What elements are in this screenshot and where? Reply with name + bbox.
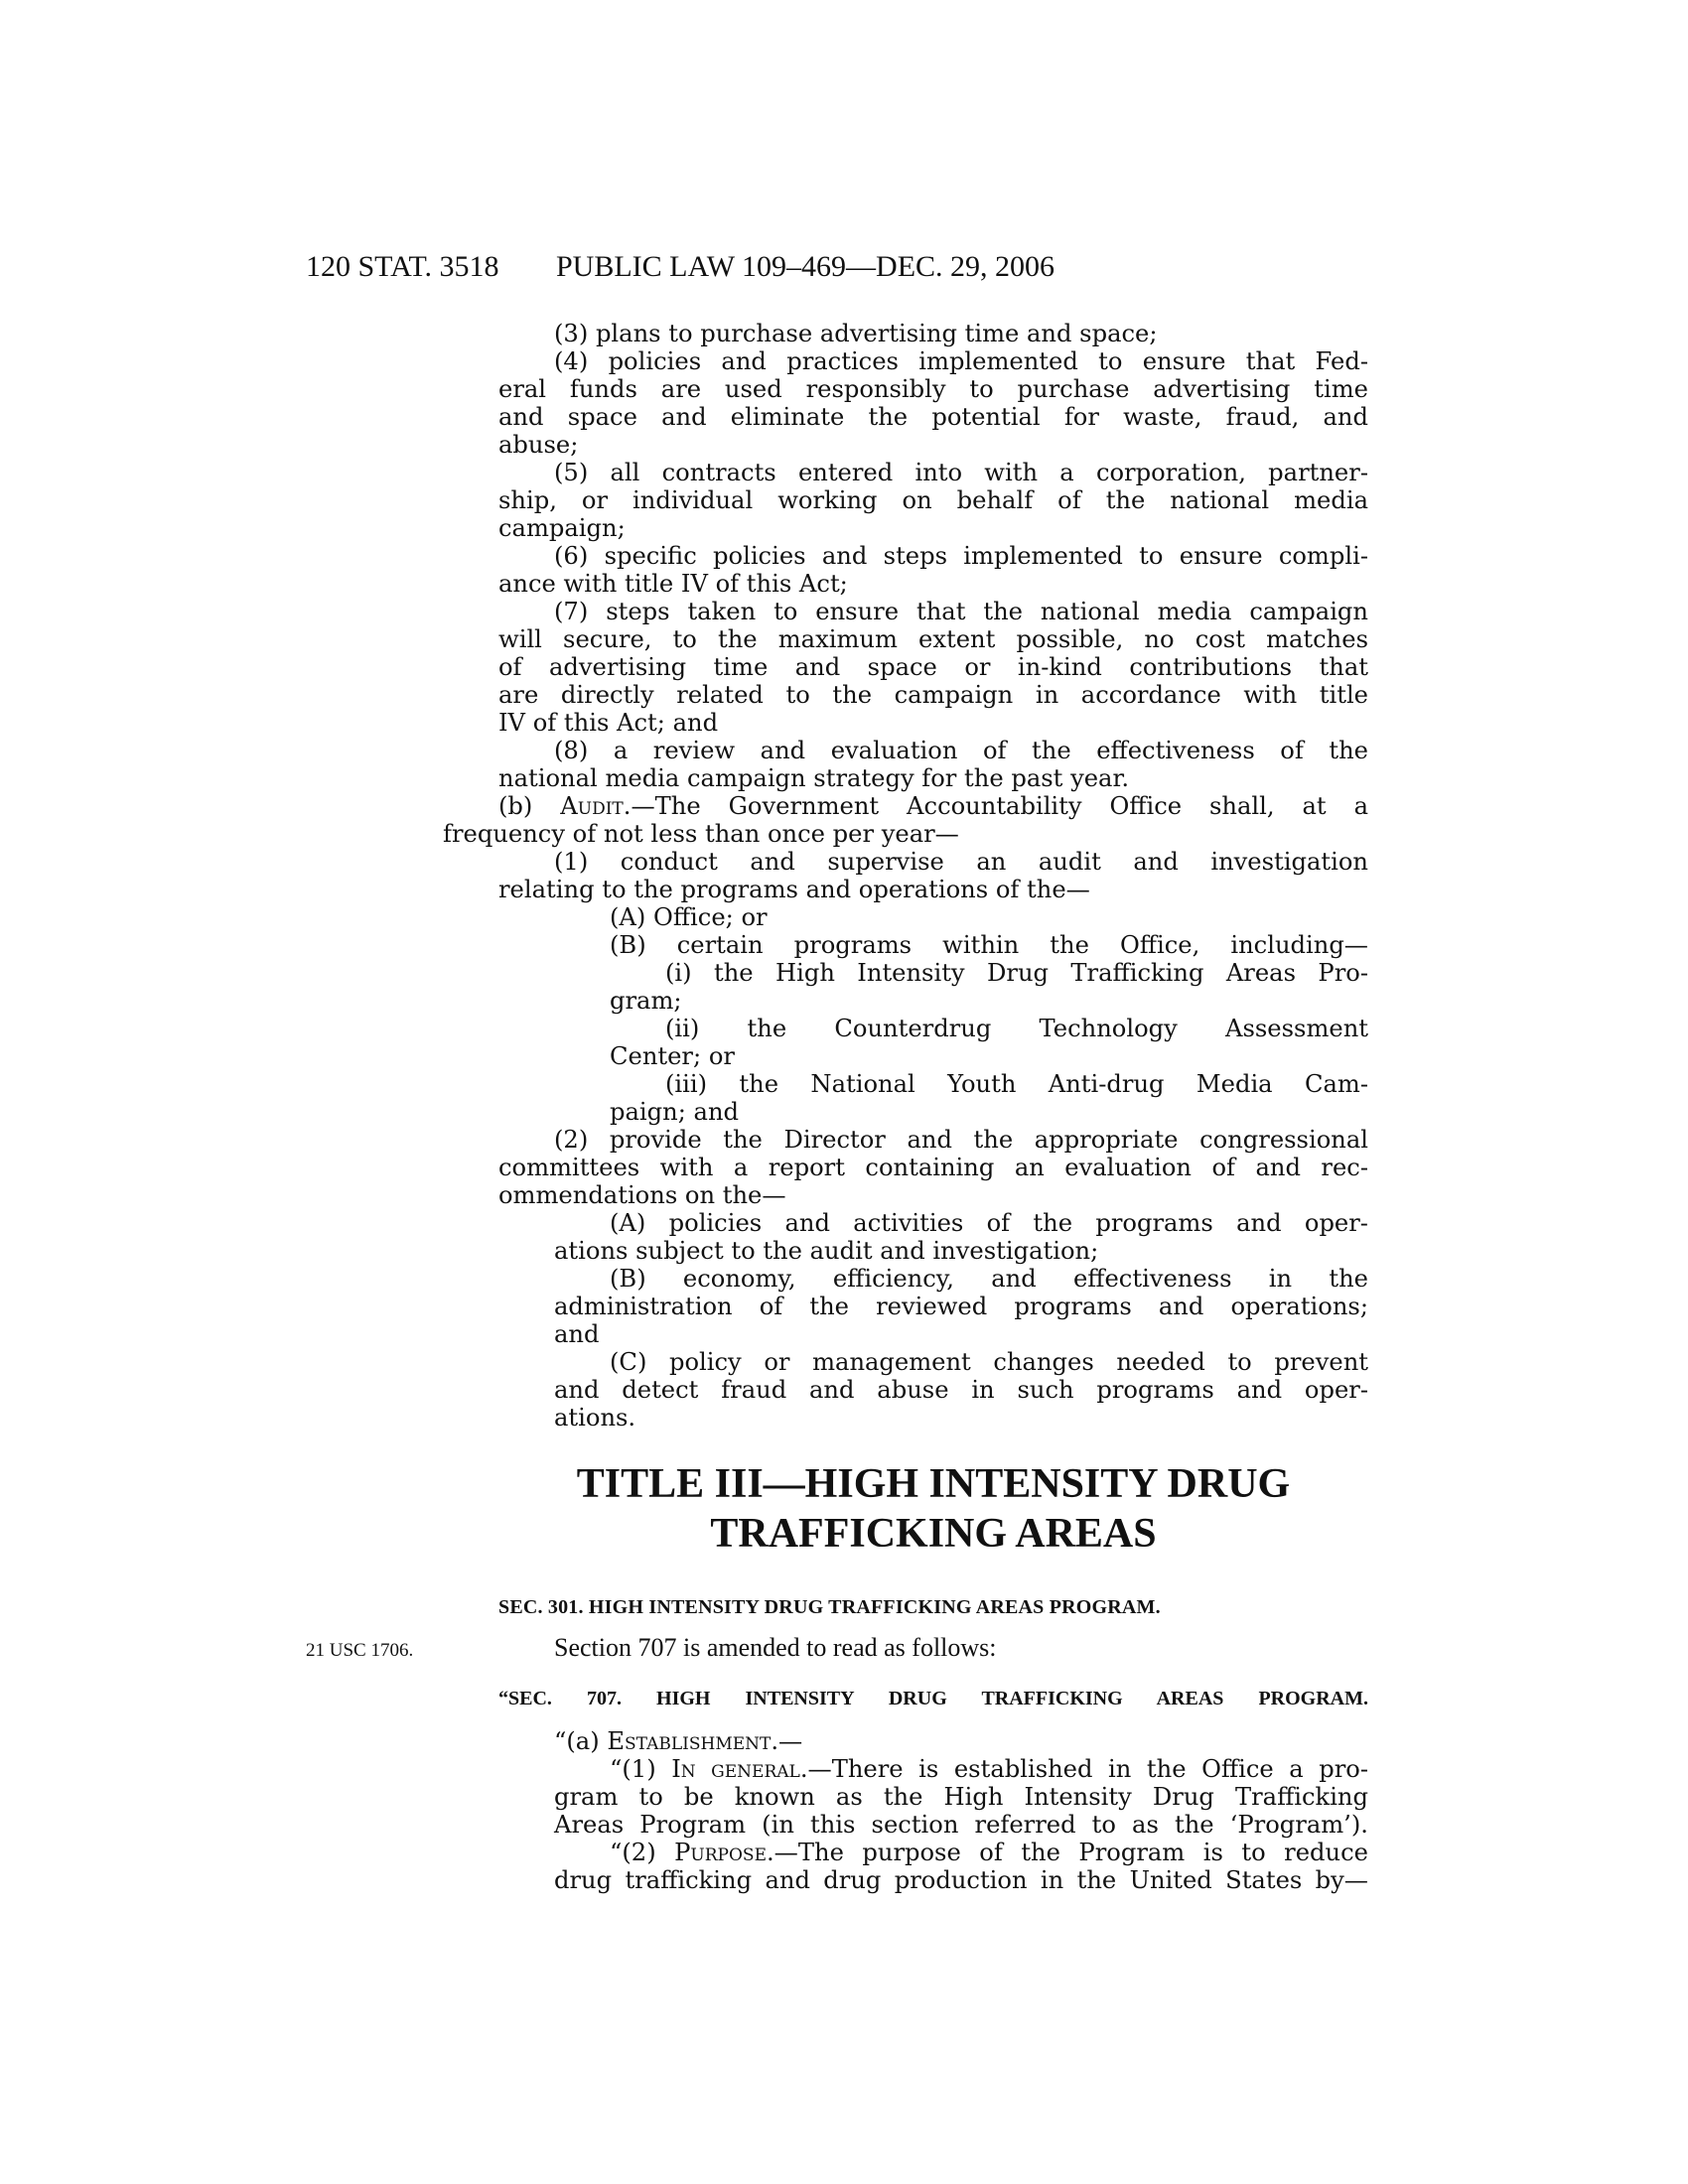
purpose-line (498, 1839, 1368, 1866)
section-301-heading: SEC. 301. HIGH INTENSITY DRUG TRAFFICKING AREAS PROGRAM. (498, 1596, 1161, 1618)
text-line: ations subject to the audit and investigation; (554, 1237, 1099, 1265)
text-line: (B) economy, efficiency, and effectiveness in the (610, 1265, 1368, 1293)
text-line: (8) a review and evaluation of the effectiveness of the (554, 737, 1368, 764)
text-line: national media campaign strategy for the past year. (498, 764, 1130, 792)
section-body-text (443, 320, 1368, 1432)
text-line: gram to be known as the High Intensity Drug Trafficking (554, 1783, 1368, 1811)
audit-line (498, 792, 1368, 820)
text-line: and space and eliminate the potential for waste, fraud, and (498, 403, 1368, 431)
text-run: .— (771, 1727, 803, 1755)
text-run: “(1) (610, 1755, 672, 1783)
text-line: and detect fraud and abuse in such programs and oper- (554, 1376, 1368, 1404)
text-line: (1) conduct and supervise an audit and investigation (554, 848, 1368, 876)
text-line: Center; or (610, 1042, 735, 1070)
text-line: (5) all contracts entered into with a corporation, partner- (554, 459, 1368, 486)
purpose-label: Purpose (674, 1839, 767, 1866)
title-line: TITLE III—HIGH INTENSITY DRUG (576, 1461, 1291, 1507)
text-line: ance with title IV of this Act; (498, 570, 848, 598)
text-line: will secure, to the maximum extent possible, no cost matches (498, 625, 1368, 653)
audit-rest: .—The Government Accountability Office shall, at a (623, 792, 1368, 820)
title-line: TRAFFICKING AREAS (710, 1511, 1157, 1557)
establishment-label: Establishment (607, 1727, 772, 1755)
text-run: “(a) (554, 1727, 608, 1755)
text-line: (A) policies and activities of the programs and oper- (610, 1209, 1368, 1237)
text-line: drug trafficking and drug production in the United States by— (554, 1866, 1368, 1894)
text-line: ommendations on the— (498, 1181, 786, 1209)
text-line: IV of this Act; and (498, 709, 719, 737)
text-line: abuse; (498, 431, 579, 459)
text-line: gram; (610, 987, 682, 1015)
text-line: (ii) the Counterdrug Technology Assessment (665, 1015, 1368, 1042)
amendment-text: Section 707 is amended to read as follows: (554, 1633, 997, 1662)
text-line: paign; and (610, 1098, 740, 1126)
text-line: (iii) the National Youth Anti-drug Media Cam- (665, 1070, 1368, 1098)
text-line: ship, or individual working on behalf of the national media (498, 486, 1368, 514)
audit-label: Audit (560, 792, 624, 820)
text-line: relating to the programs and operations of the— (498, 876, 1090, 903)
establishment-line (498, 1727, 1368, 1755)
text-line: (i) the High Intensity Drug Trafficking Areas Pro- (665, 959, 1368, 987)
margin-citation: 21 USC 1706. (306, 1640, 414, 1661)
title-heading (498, 1459, 1368, 1559)
text-line: eral funds are used responsibly to purchase advertising time (498, 375, 1368, 403)
text-line: of advertising time and space or in-kind contributions that (498, 653, 1368, 681)
section-707-heading: “SEC. 707. HIGH INTENSITY DRUG TRAFFICKING AREAS PROGRAM. (498, 1688, 1368, 1709)
text-line: (B) certain programs within the Office, including— (610, 931, 1368, 959)
text-line: administration of the reviewed programs and operations; (554, 1293, 1368, 1320)
text-run: .—The purpose of the Program is to reduce (766, 1839, 1368, 1866)
text-line: (7) steps taken to ensure that the national media campaign (554, 598, 1368, 625)
audit-open: (b) (498, 792, 561, 820)
text-line: Areas Program (in this section referred to as the ‘Program’). (554, 1811, 1368, 1839)
page-stat-citation: 120 STAT. 3518 (306, 250, 499, 283)
text-line: ations. (554, 1404, 636, 1432)
text-line: (C) policy or management changes needed to prevent (610, 1348, 1368, 1376)
text-line: (4) policies and practices implemented to ensure that Fed- (554, 347, 1368, 375)
text-run: .—There is established in the Office a pro- (799, 1755, 1368, 1783)
text-line: (6) specific policies and steps implemented to ensure compli- (554, 542, 1368, 570)
text-line: (2) provide the Director and the appropriate congressional (554, 1126, 1368, 1154)
section-707-body (498, 1727, 1368, 1894)
running-header: PUBLIC LAW 109–469—DEC. 29, 2006 (556, 250, 1055, 283)
in-general-label: In general (671, 1755, 800, 1783)
text-line: (3) plans to purchase advertising time and space; (554, 320, 1158, 347)
text-line: and (554, 1320, 600, 1348)
text-line: (A) Office; or (610, 903, 768, 931)
text-run: “(2) (610, 1839, 675, 1866)
text-line: committees with a report containing an evaluation of and rec- (498, 1154, 1368, 1181)
in-general-line (498, 1755, 1368, 1783)
text-line: campaign; (498, 514, 626, 542)
text-line: are directly related to the campaign in accordance with title (498, 681, 1368, 709)
text-line: frequency of not less than once per year— (443, 820, 959, 848)
